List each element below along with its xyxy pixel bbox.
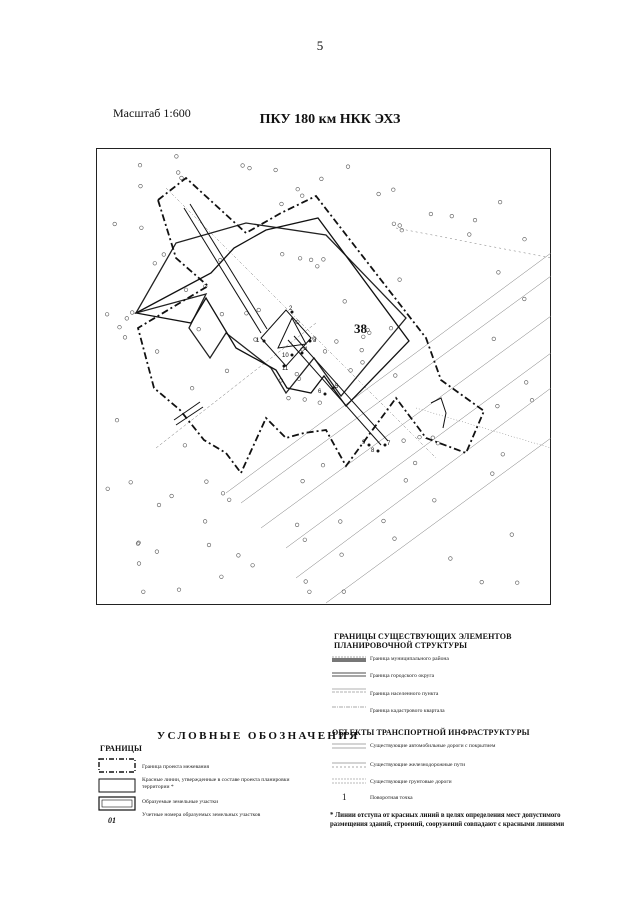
legend-structure-heading-line1: ГРАНИЦЫ СУЩЕСТВУЮЩИХ ЭЛЕМЕНТОВ: [334, 632, 512, 641]
page-number: 5: [316, 38, 324, 53]
legend-item-paved-roads: Существующие автомобильные дороги с покрытием: [370, 743, 496, 749]
legend-item-formed-plots: Образуемые земельные участки: [142, 799, 219, 805]
legend-item-red-lines: Красные линии, утвержденные в составе проекта планировки территории *: [142, 777, 290, 790]
legend-structure-heading-line2: ПЛАНИРОВОЧНОЙ СТРУКТУРЫ: [334, 641, 468, 650]
legend-item-turn-point: Поворотная точка: [370, 795, 413, 801]
parcel-number-label: 38: [354, 321, 367, 336]
legend-item-city-district: Граница городского округа: [370, 673, 435, 679]
footnote: * Линии отступа от красных линий в целях определения мест допустимого размещения зданий, строений, сооружений совпадают с красными линиями: [330, 812, 565, 828]
point-label-2: 2: [289, 306, 293, 312]
point-label-10: 10: [282, 353, 289, 359]
legend-borders-heading: ГРАНИЦЫ: [100, 744, 142, 753]
legend-item-plot-numbers: Учетные номера образуемых земельных участков: [142, 812, 261, 818]
cadastral-map: [96, 148, 551, 605]
point-label-8: 8: [371, 448, 375, 454]
point-label-5: 5: [335, 384, 339, 390]
point-label-7: 7: [387, 441, 391, 447]
point-label-4: 4: [304, 347, 308, 353]
legend-item-dirt-roads: Существующие грунтовые дороги: [370, 779, 452, 785]
point-label-3: 3: [313, 338, 317, 344]
legend-heading: УСЛОВНЫЕ ОБОЗНАЧЕНИЯ: [157, 730, 360, 742]
legend-item-cadastral-quarter: Граница кадастрового квартала: [370, 708, 445, 714]
legend-item-municipal-district: Граница муниципального района: [370, 656, 449, 662]
point-label-11: 11: [282, 366, 289, 372]
turn-point-symbol: 1: [342, 792, 347, 802]
point-label-9: 9: [362, 440, 366, 446]
legend-structure-heading: [334, 632, 512, 650]
legend-borders-symbols: [98, 758, 138, 828]
scale-label: Масштаб 1:600: [113, 106, 191, 120]
legend-item-settlement: Граница населенного пункта: [370, 691, 439, 697]
page-title: ПКУ 180 км НКК ЭХЗ: [259, 112, 401, 127]
legend-transport-symbols: [332, 741, 368, 801]
legend-number-symbol: 01: [108, 816, 116, 825]
legend-item-railways: Существующие железнодорожные пути: [370, 762, 466, 768]
legend-structure-symbols: [332, 656, 368, 714]
point-label-6: 6: [318, 389, 322, 395]
point-label-1: 1: [256, 338, 260, 344]
legend-transport-heading: ОБЪЕКТЫ ТРАНСПОРТНОЙ ИНФРАСТРУКТУРЫ: [332, 728, 530, 737]
legend-item-project-boundary: Граница проекта межевания: [142, 764, 210, 770]
